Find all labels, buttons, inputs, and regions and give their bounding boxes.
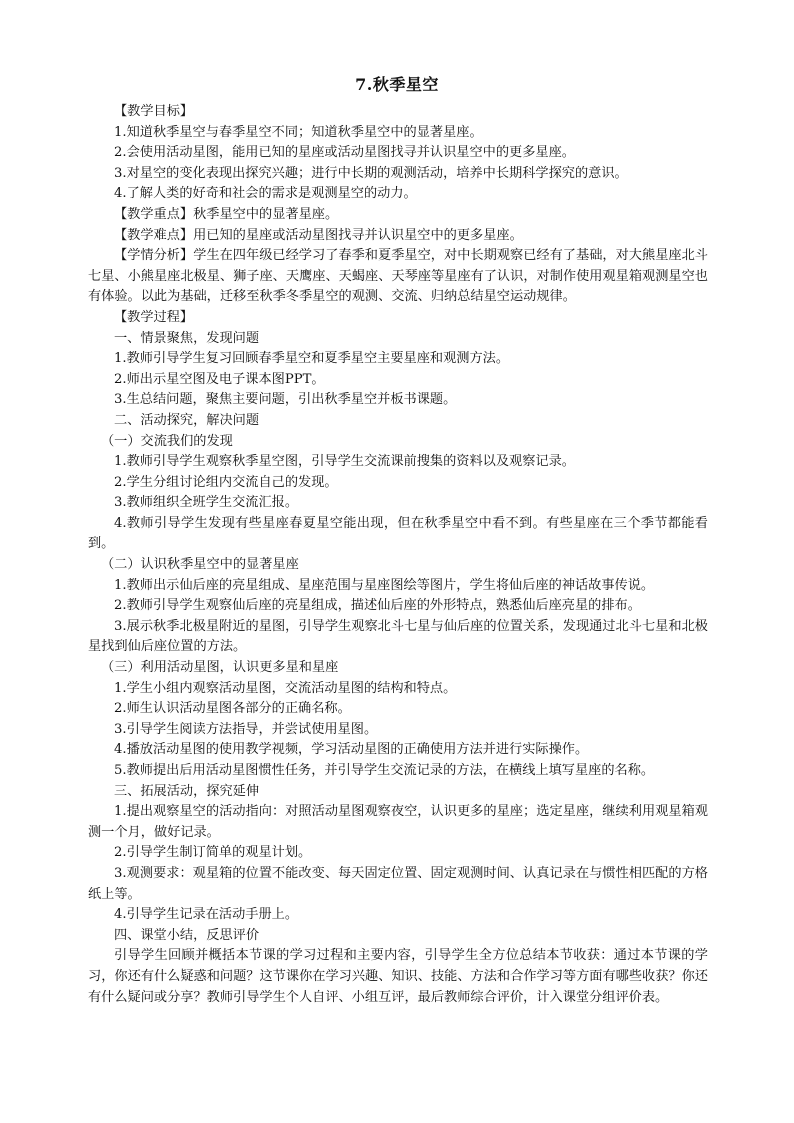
paragraph-text: 1.学生小组内观察活动星图，交流活动星图的结构和特点。 [114, 680, 457, 696]
paragraph [88, 246, 708, 308]
paragraph [88, 102, 708, 123]
paragraph-text: 秋季星空中的显著星座。 [193, 206, 339, 222]
paragraph-text: 5.教师提出后用活动星图惯性任务，并引导学生交流记录的方法，在横线上填写星座的名称。 [114, 763, 655, 778]
paragraph-text: 学生在四年级已经学习了春季和夏季星空，对中长期观察已经有了基础，对大熊星座北斗七星、小熊星座北极星、狮子座、天鹰座、天蝎座、天琴座等星座有了认识，对制作使用观星箱观测星空也有体验。以此为基础，迁移至秋季冬季星空的观测、交流、归纳总结星空运动规律。 [88, 248, 708, 305]
paragraph [88, 782, 708, 803]
paragraph [88, 411, 708, 432]
paragraph-text: 一、情景聚焦，发现问题 [114, 330, 260, 346]
paragraph [88, 205, 708, 226]
paragraph-text: 4.引导学生记录在活动手册上。 [114, 907, 299, 923]
paragraph [88, 596, 708, 617]
paragraph-text: 4.教师引导学生发现有些星座春夏星空能出现，但在秋季星空中看不到。有些星座在三个季节都能看到。 [88, 515, 708, 552]
paragraph-text: 1.教师出示仙后座的亮星组成、星座范围与星座图绘等图片，学生将仙后座的神话故事传说。 [114, 577, 655, 593]
paragraph [88, 493, 708, 514]
paragraph-text: 三、拓展活动，探究延伸 [114, 783, 260, 799]
paragraph [88, 905, 708, 926]
paragraph [88, 679, 708, 700]
paragraph-text: 3.观测要求：观星箱的位置不能改变、每天固定位置、固定观测时间、认真记录在与惯性相匹配的方格纸上等。 [88, 865, 708, 902]
paragraph-text: 3.展示秋季北极星附近的星图，引导学生观察北斗七星与仙后座的位置关系，发现通过北斗七星和北极星找到仙后座位置的方法。 [88, 618, 708, 655]
paragraph [88, 329, 708, 350]
paragraph-text: 2.师出示星空图及电子课本图PPT。 [114, 371, 325, 387]
section-label: 【学情分析】 [114, 248, 194, 264]
paragraph [88, 226, 708, 247]
paragraph-text: 4.了解人类的好奇和社会的需求是观测星空的动力。 [114, 186, 417, 202]
paragraph-text: 1.教师引导学生复习回顾春季星空和夏季星空主要星座和观测方法。 [114, 351, 510, 367]
section-label: 【教学难点】 [114, 227, 194, 243]
paragraph [88, 720, 708, 741]
paragraph-text: 用已知的星座或活动星图找寻并认识星空中的更多星座。 [193, 227, 523, 243]
paragraph [88, 349, 708, 370]
paragraph-text: 2.引导学生制订简单的观星计划。 [114, 845, 312, 861]
paragraph-text: （一）交流我们的发现 [101, 433, 233, 449]
paragraph-text: 4.播放活动星图的使用教学视频，学习活动星图的正确使用方法并进行实际操作。 [114, 742, 589, 758]
section-label: 【教学重点】 [114, 206, 194, 222]
paragraph [88, 658, 708, 679]
paragraph [88, 761, 708, 782]
paragraph [88, 946, 708, 1008]
paragraph-text: 二、活动探究，解决问题 [114, 412, 260, 428]
paragraph [88, 864, 708, 905]
paragraph-text: 2.会使用活动星图，能用已知的星座或活动星图找寻并认识星空中的更多星座。 [114, 145, 575, 161]
paragraph-text: 3.生总结问题，聚焦主要问题，引出秋季星空并板书课题。 [114, 392, 457, 408]
paragraph [88, 473, 708, 494]
paragraph [88, 699, 708, 720]
paragraph-text: 3.教师组织全班学生交流汇报。 [114, 495, 299, 511]
paragraph-text: 引导学生回顾并概括本节课的学习过程和主要内容，引导学生全方位总结本节收获：通过本节课的学习，你还有什么疑惑和问题？这节课你在学习兴趣、知识、技能、方法和合作学习等方面有哪些收获？你还有什么疑问或分享？教师引导学生个人自评、小组互评，最后教师综合评价，计入课堂分组评价表。 [88, 948, 708, 1005]
paragraph-text: 3.对星空的变化表现出探究兴趣；进行中长期的观测活动，培养中长期科学探究的意识。 [114, 165, 628, 181]
paragraph [88, 555, 708, 576]
paragraph [88, 308, 708, 329]
paragraph-text: 1.提出观察星空的活动指向：对照活动星图观察夜空，认识更多的星座；选定星座，继续利用观星箱观测一个月，做好记录。 [88, 804, 708, 840]
paragraph-text: 3.引导学生阅读方法指导，并尝试使用星图。 [114, 721, 378, 737]
paragraph [88, 452, 708, 473]
paragraph-text: 1.教师引导学生观察秋季星空图，引导学生交流课前搜集的资料以及观察记录。 [114, 454, 575, 470]
paragraph-text: （三）利用活动星图，认识更多星和星座 [101, 660, 339, 676]
paragraph-text: 四、课堂小结，反思评价 [114, 927, 260, 943]
paragraph [88, 617, 708, 658]
paragraph [88, 843, 708, 864]
section-label: 【教学目标】 [114, 104, 194, 119]
paragraph [88, 740, 708, 761]
paragraph [88, 164, 708, 185]
paragraph [88, 390, 708, 411]
document-title: 7.秋季星空 [355, 75, 439, 94]
paragraph-text: 2.学生分组讨论组内交流自己的发现。 [114, 474, 338, 490]
paragraph [88, 576, 708, 597]
paragraph-text: 1.知道秋季星空与春季星空不同；知道秋季星空中的显著星座。 [114, 124, 483, 140]
paragraph-text: （二）认识秋季星空中的显著星座 [101, 557, 299, 573]
paragraph [88, 370, 708, 391]
paragraph-text: 2.师生认识活动星图各部分的正确名称。 [114, 701, 351, 717]
paragraph [88, 123, 708, 144]
section-label: 【教学过程】 [114, 309, 194, 325]
paragraph [88, 184, 708, 205]
paragraph [88, 926, 708, 947]
paragraph [88, 514, 708, 555]
paragraph [88, 432, 708, 453]
document-body [88, 102, 708, 1008]
paragraph [88, 143, 708, 164]
paragraph-text: 2.教师引导学生观察仙后座的亮星组成，描述仙后座的外形特点，熟悉仙后座亮星的排布。 [114, 598, 641, 614]
paragraph [88, 802, 708, 843]
